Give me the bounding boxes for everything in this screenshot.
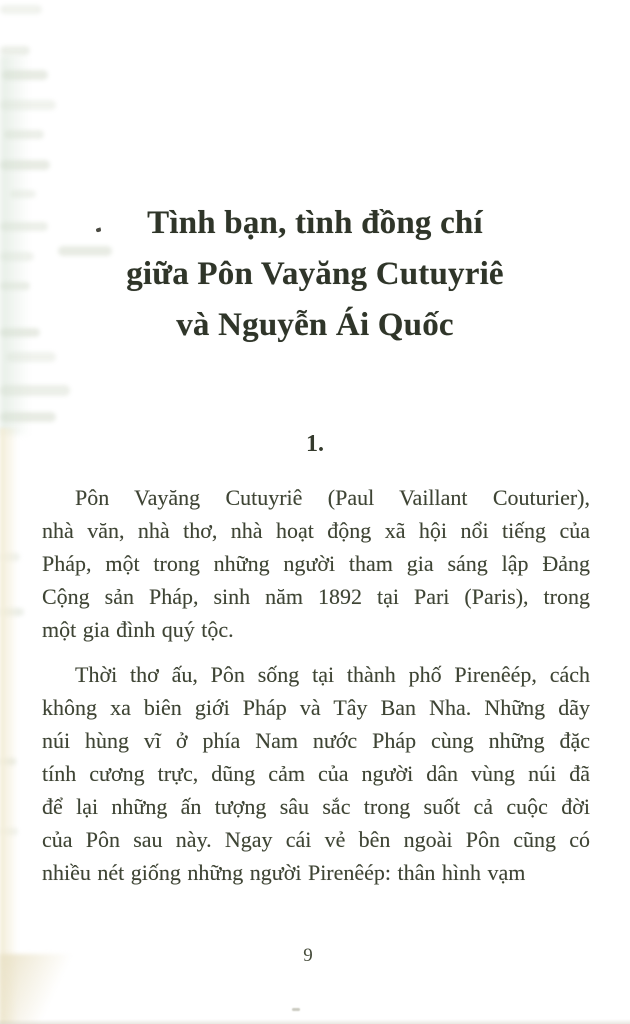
- text-line: núi hùng vĩ ở phía Nam nước Pháp cùng những đặc: [42, 728, 590, 753]
- page-number: 9: [303, 945, 313, 966]
- ink-speck: [292, 1008, 300, 1011]
- text-line: Thời thơ ấu, Pôn sống tại thành phố Pirenêép, cách: [75, 662, 590, 687]
- text-line: một gia đình quý tộc.: [42, 617, 234, 642]
- ghost-text-fragment: [0, 46, 30, 55]
- chapter-title: [0, 198, 630, 351]
- text-line: Cộng sản Pháp, sinh năm 1892 tại Pari (Paris), trong: [42, 584, 590, 609]
- paragraph-1: [42, 481, 590, 646]
- section-number: 1.: [306, 431, 324, 457]
- text-line: Pháp, một trong những người tham gia sáng lập Đảng: [42, 551, 590, 576]
- page-edge-tint-bottom: [0, 428, 18, 1024]
- chapter-title-line-3: và Nguyễn Ái Quốc: [176, 307, 454, 343]
- ghost-text-fragment: [0, 5, 42, 14]
- text-line: của Pôn sau này. Ngay cái vẻ bên ngoài Pôn cũng có: [42, 827, 590, 852]
- text-line: nhà văn, nhà thơ, nhà hoạt động xã hội nổi tiếng của: [42, 518, 590, 543]
- chapter-title-line-1: Tình bạn, tình đồng chí: [147, 205, 483, 241]
- text-line: Pôn Vayăng Cutuyriê (Paul Vaillant Couturier),: [75, 485, 590, 510]
- text-line: nhiều nét giống những người Pirenêép: thân hình vạm: [42, 860, 526, 885]
- text-line: để lại những ấn tượng sâu sắc trong suốt cả cuộc đời: [42, 794, 590, 819]
- text-line: tính cương trực, dũng cảm của người dân vùng núi đã: [42, 761, 590, 786]
- chapter-title-line-2: giữa Pôn Vayăng Cutuyriê: [126, 256, 504, 292]
- page-bottom-shadow: [0, 1019, 630, 1024]
- text-line: không xa biên giới Pháp và Tây Ban Nha. Những dãy: [42, 695, 590, 720]
- body-text: [42, 481, 590, 889]
- paragraph-2: [42, 658, 590, 889]
